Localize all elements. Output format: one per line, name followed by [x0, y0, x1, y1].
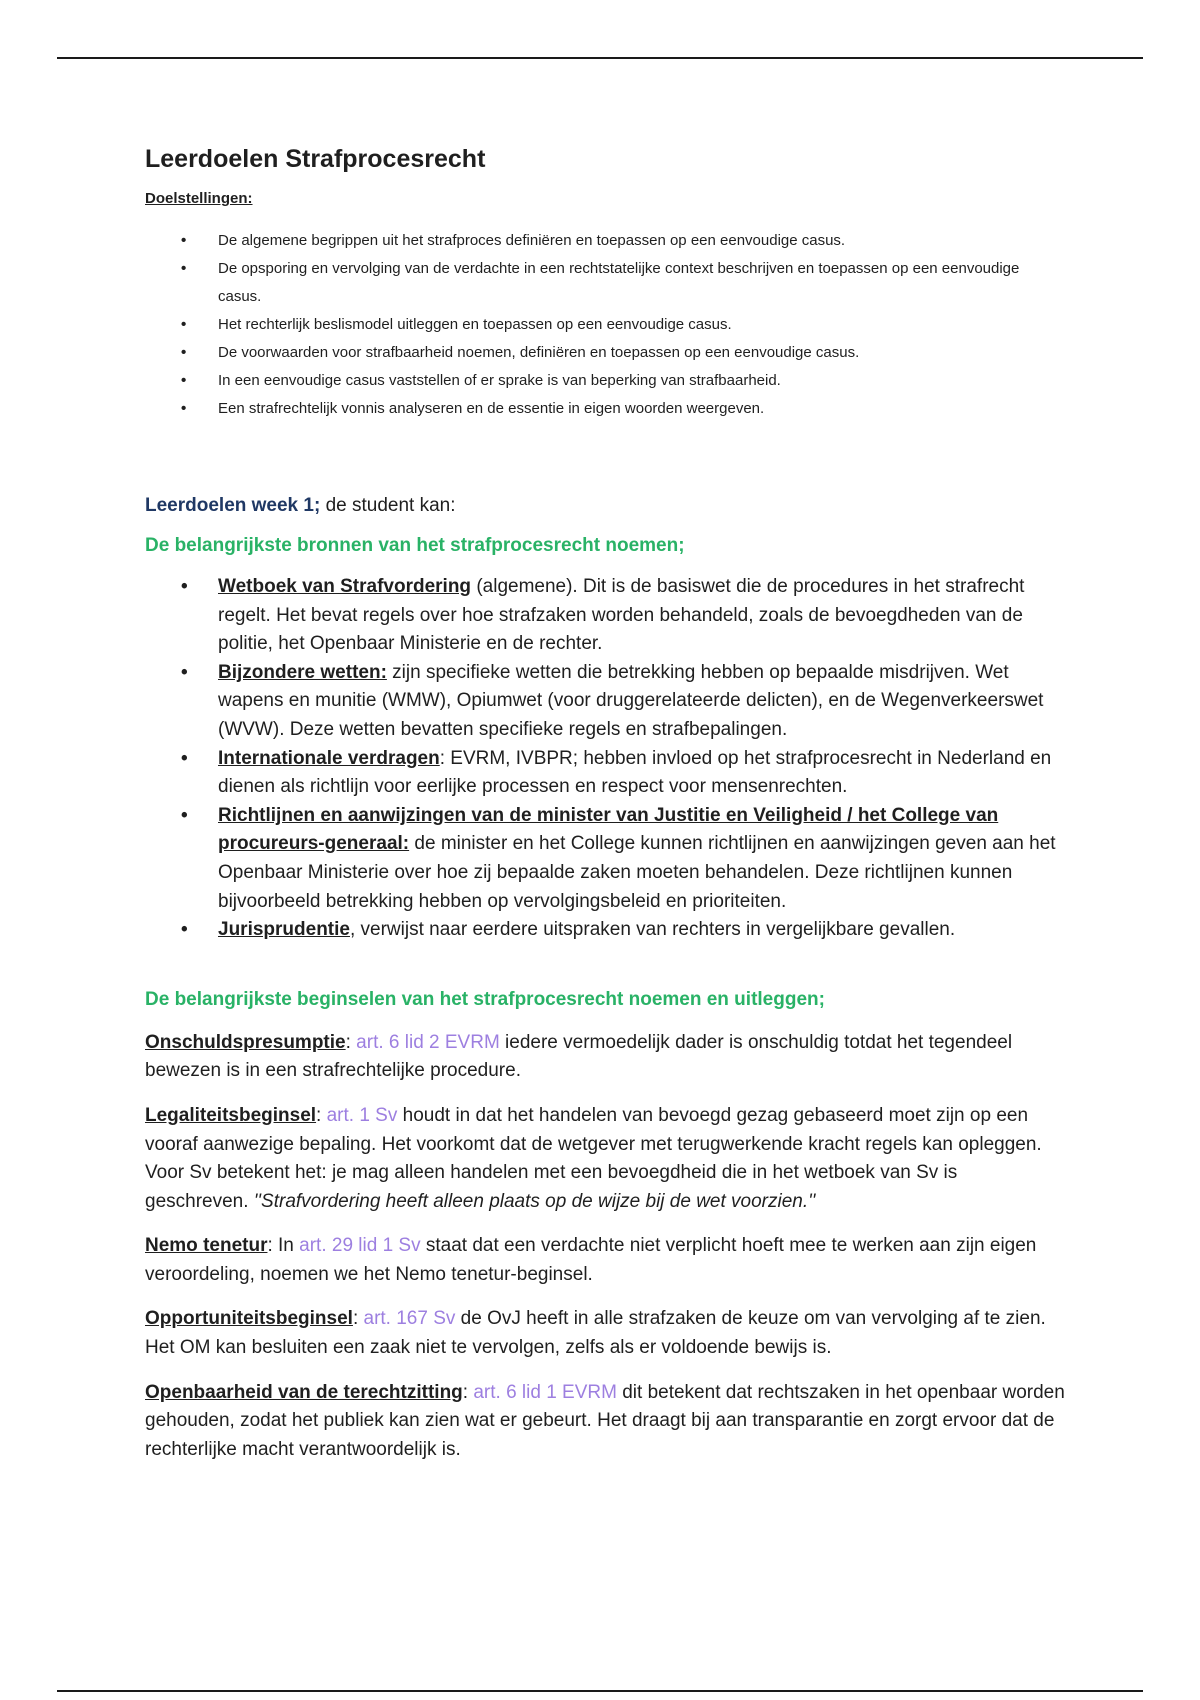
bottom-rule — [57, 1690, 1143, 1692]
principle-colon: : — [352, 1308, 359, 1330]
principle-text: dit betekent dat rechtszaken in het openbaar worden gehouden, zodat het publiek kan zien wat er gebeurt. Het draagt bij aan transparantie en zorgt ervoor dat de rechterlijke macht verantwoordelijk is. — [145, 1381, 1065, 1460]
article-reference: art. 6 lid 2 EVRM — [350, 1031, 500, 1053]
week-heading — [145, 495, 1065, 517]
source-text: zijn specifieke wetten die betrekking hebben op bepaalde misdrijven. Wet wapens en munitie (WMW), Opiumwet (voor druggerelateerde delicten), en de Wegenverkeerswet (WVW). Deze wetten bevatten specifieke regels en strafbepalingen. — [218, 661, 1044, 740]
goal-item: • Het rechterlijk beslismodel uitleggen en toepassen op een eenvoudige casus. — [145, 311, 1065, 339]
source-text: , verwijst naar eerdere uitspraken van rechters in vergelijkbare gevallen. — [349, 919, 956, 941]
principle-text: iedere vermoedelijk dader is onschuldig totdat het tegendeel bewezen is in een strafrechtelijke procedure. — [145, 1031, 1013, 1082]
source-term: Richtlijnen en aanwijzingen van de minister van Justitie en Veiligheid / het College van procureurs-generaal: — [218, 804, 999, 855]
source-item — [145, 659, 1065, 745]
principle-term: Nemo tenetur — [145, 1235, 268, 1257]
goal-item: • In een eenvoudige casus vaststellen of er sprake is van beperking van strafbaarheid. — [145, 367, 1065, 395]
source-term: Bijzondere wetten: — [218, 661, 387, 683]
article-reference: art. 167 Sv — [358, 1308, 456, 1330]
source-item — [145, 916, 1065, 945]
source-text: de minister en het College kunnen richtlijnen en aanwijzingen geven aan het Openbaar Ministerie over hoe zij bepaalde zaken moeten behandelen. Deze richtlijnen kunnen bijvoorbeeld betrekking hebben op vervolgingsbeleid en prioriteiten. — [218, 833, 1056, 912]
principle-term: Onschuldspresumptie — [145, 1031, 346, 1053]
principle-colon: : — [316, 1104, 322, 1126]
principle-colon: : — [462, 1381, 469, 1403]
goal-item: • Een strafrechtelijk vonnis analyseren en de essentie in eigen woorden weergeven. — [145, 395, 1065, 423]
principle-paragraph — [145, 1102, 1065, 1216]
principle-quote: ''Strafvordering heeft alleen plaats op de wijze bij de wet voorzien.'' — [253, 1190, 816, 1212]
goals-list — [145, 227, 1065, 423]
source-text: : EVRM, IVBPR; hebben invloed op het strafprocesrecht in Nederland en dienen als richtlijn voor eerlijke processen en respect voor mensenrechten. — [218, 747, 1052, 798]
document-title: Leerdoelen Strafprocesrecht — [145, 145, 486, 173]
source-term: Jurisprudentie — [218, 919, 350, 941]
source-item — [145, 745, 1065, 802]
principle-colon: : — [267, 1235, 273, 1257]
goal-item: • De algemene begrippen uit het strafproces definiëren en toepassen op een eenvoudige casus. — [145, 227, 1065, 255]
goal-item: • De opsporing en vervolging van de verdachte in een rechtstatelijke context beschrijven en toepassen op een eenvoudige casus. — [145, 255, 1065, 311]
principle-text: de OvJ heeft in alle strafzaken de keuze om van vervolging af te zien. Het OM kan besluiten een zaak niet te vervolgen, zelfs als er voldoende bewijs is. — [145, 1308, 1046, 1359]
principle-paragraph — [145, 1232, 1065, 1289]
article-reference: art. 6 lid 1 EVRM — [468, 1381, 617, 1403]
source-text: (algemene). Dit is de basiswet die de procedures in het strafrecht regelt. Het bevat regels over hoe strafzaken worden behandeld, zoals de bevoegdheden van de politie, het Openbaar Ministerie en de rechter. — [218, 576, 1025, 655]
article-reference: art. 29 lid 1 Sv — [293, 1235, 421, 1257]
principle-paragraph — [145, 1305, 1065, 1362]
week-label: Leerdoelen week 1; — [145, 495, 321, 516]
source-item — [145, 802, 1065, 916]
source-item — [145, 573, 1065, 659]
principle-term: Legaliteitsbeginsel — [145, 1104, 317, 1126]
principle-paragraph — [145, 1379, 1065, 1465]
principle-term: Openbaarheid van de terechtzitting — [145, 1381, 463, 1403]
principle-text: houdt in dat het handelen van bevoegd gezag gebaseerd moet zijn op een vooraf aanwezige bepaling. Het voorkomt dat de wetgever met terugwerkende kracht regels kan opleggen. Voor Sv betekent het: je mag alleen handelen met een bevoegdheid die in het wetboek van Sv is geschreven. — [145, 1104, 1042, 1212]
document-body — [145, 145, 1065, 1480]
source-term: Wetboek van Strafvordering — [218, 576, 472, 597]
principle-paragraph — [145, 1029, 1065, 1086]
principle-colon: : — [345, 1031, 351, 1053]
principle-prefix: In — [272, 1235, 294, 1257]
article-reference: art. 1 Sv — [321, 1104, 398, 1126]
goals-heading: Doelstellingen: — [145, 190, 253, 207]
sources-list — [145, 573, 1065, 945]
top-rule — [57, 57, 1143, 59]
principle-text: staat dat een verdachte niet verplicht hoeft mee te werken aan zijn eigen veroordeling, noemen we het Nemo tenetur-beginsel. — [145, 1235, 1037, 1285]
principle-term: Opportuniteitsbeginsel — [145, 1308, 353, 1330]
sources-heading: De belangrijkste bronnen van het strafprocesrecht noemen; — [145, 535, 685, 556]
week-rest: de student kan: — [320, 495, 456, 516]
principles-heading: De belangrijkste beginselen van het strafprocesrecht noemen en uitleggen; — [145, 988, 825, 1010]
source-term: Internationale verdragen — [218, 747, 440, 769]
goal-item: • De voorwaarden voor strafbaarheid noemen, definiëren en toepassen op een eenvoudige casus. — [145, 339, 1065, 367]
